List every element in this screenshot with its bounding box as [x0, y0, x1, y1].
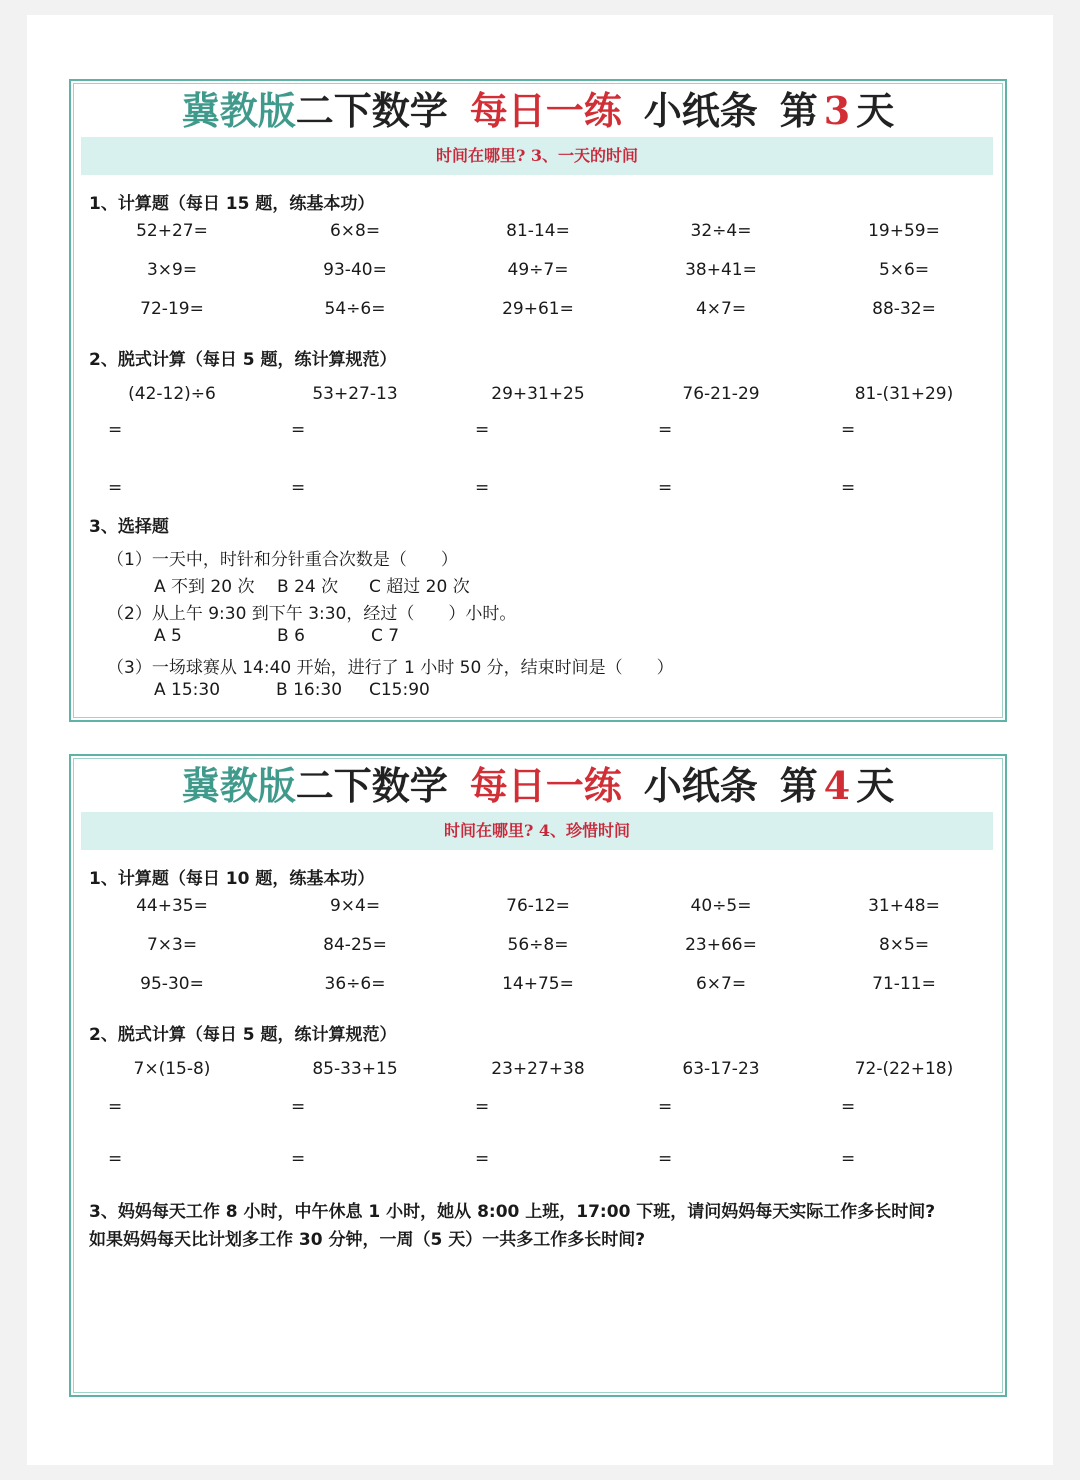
calc-item: 32÷4=: [690, 221, 752, 241]
equals-sign: =: [475, 1097, 490, 1117]
equals-sign: =: [108, 420, 123, 440]
calc-item: 81-14=: [506, 221, 570, 241]
sheet-title: [71, 762, 1005, 810]
choice-question: （3）一场球赛从 14:40 开始，进行了 1 小时 50 分，结束时间是（ ）: [107, 658, 674, 678]
title-day-prefix: 第: [779, 88, 818, 133]
title-daily: 每日一练: [469, 763, 622, 808]
sheet-title: [71, 87, 1005, 135]
section-stepwise-heading: 2、脱式计算（每日 5 题，练计算规范）: [89, 1025, 397, 1045]
worksheet-day-3: [69, 79, 1007, 722]
title-slip: 小纸条: [643, 88, 758, 133]
calc-item: 9×4=: [329, 896, 381, 916]
calc-item: 6×8=: [329, 221, 381, 241]
equals-sign: =: [658, 1097, 673, 1117]
equals-sign: =: [658, 420, 673, 440]
calc-item: 84-25=: [323, 935, 387, 955]
stepwise-expression: 29+31+25: [491, 384, 585, 404]
equals-sign: =: [108, 478, 123, 498]
calc-item: 14+75=: [502, 974, 574, 994]
calc-item: 38+41=: [685, 260, 757, 280]
worksheet-page: [27, 15, 1053, 1465]
equals-sign: =: [475, 420, 490, 440]
equals-sign: =: [291, 1097, 306, 1117]
lesson-subtitle: 时间在哪里? 3、一天的时间: [81, 137, 993, 175]
title-day-number: 3: [823, 88, 851, 133]
equals-sign: =: [108, 1097, 123, 1117]
calc-item: 8×5=: [878, 935, 930, 955]
stepwise-expression: (42-12)÷6: [128, 384, 216, 404]
equals-sign: =: [841, 1097, 856, 1117]
choice-option: C 7: [371, 626, 400, 646]
stepwise-expression: 53+27-13: [312, 384, 398, 404]
title-brand: 冀教版: [181, 88, 296, 133]
calc-item: 29+61=: [502, 299, 574, 319]
calc-item: 23+66=: [685, 935, 757, 955]
choice-option: C15:90: [369, 680, 430, 700]
section-stepwise-heading: 2、脱式计算（每日 5 题，练计算规范）: [89, 350, 397, 370]
stepwise-expression: 7×(15-8): [133, 1059, 211, 1079]
choice-question: （2）从上午 9:30 到下午 3:30，经过（ ）小时。: [107, 604, 517, 624]
title-brand: 冀教版: [181, 763, 296, 808]
equals-sign: =: [658, 478, 673, 498]
choice-option: A 不到 20 次: [154, 577, 255, 597]
word-problem-line: 3、妈妈每天工作 8 小时，中午休息 1 小时，她从 8:00 上班，17:00 下班，请问妈妈每天实际工作多长时间?: [89, 1202, 936, 1222]
equals-sign: =: [658, 1149, 673, 1169]
stepwise-expression: 81-(31+29): [854, 384, 954, 404]
title-day-number: 4: [823, 763, 851, 808]
calc-item: 56÷8=: [507, 935, 569, 955]
title-slip: 小纸条: [643, 763, 758, 808]
title-daily: 每日一练: [469, 88, 622, 133]
equals-sign: =: [291, 1149, 306, 1169]
stepwise-expression: 85-33+15: [312, 1059, 398, 1079]
equals-sign: =: [841, 478, 856, 498]
calc-item: 72-19=: [140, 299, 204, 319]
calc-item: 5×6=: [878, 260, 930, 280]
calc-item: 95-30=: [140, 974, 204, 994]
equals-sign: =: [475, 478, 490, 498]
calc-item: 4×7=: [695, 299, 747, 319]
title-day-prefix: 第: [779, 763, 818, 808]
choice-option: A 15:30: [154, 680, 221, 700]
calc-item: 49÷7=: [507, 260, 569, 280]
calc-item: 44+35=: [136, 896, 208, 916]
title-grade: 二下数学: [295, 763, 448, 808]
section-calculation-heading: 1、计算题（每日 15 题，练基本功）: [89, 194, 375, 214]
equals-sign: =: [291, 478, 306, 498]
calc-item: 3×9=: [146, 260, 198, 280]
equals-sign: =: [841, 420, 856, 440]
calc-item: 31+48=: [868, 896, 940, 916]
calc-item: 76-12=: [506, 896, 570, 916]
equals-sign: =: [475, 1149, 490, 1169]
calc-item: 6×7=: [695, 974, 747, 994]
calc-item: 36÷6=: [324, 974, 386, 994]
title-day-suffix: 天: [856, 88, 895, 133]
calc-item: 93-40=: [323, 260, 387, 280]
section-choice-heading: 3、选择题: [89, 517, 169, 537]
stepwise-expression: 72-(22+18): [854, 1059, 954, 1079]
title-grade: 二下数学: [295, 88, 448, 133]
calc-item: 40÷5=: [690, 896, 752, 916]
choice-option: A 5: [154, 626, 182, 646]
equals-sign: =: [108, 1149, 123, 1169]
choice-option: B 24 次: [277, 577, 339, 597]
calc-item: 88-32=: [872, 299, 936, 319]
stepwise-expression: 23+27+38: [491, 1059, 585, 1079]
stepwise-expression: 76-21-29: [682, 384, 760, 404]
equals-sign: =: [841, 1149, 856, 1169]
calc-item: 71-11=: [872, 974, 936, 994]
worksheet-day-4: [69, 754, 1007, 1397]
title-day-suffix: 天: [856, 763, 895, 808]
calc-item: 54÷6=: [324, 299, 386, 319]
choice-question: （1）一天中，时针和分针重合次数是（ ）: [107, 550, 458, 570]
word-problem: [89, 1198, 989, 1254]
equals-sign: =: [291, 420, 306, 440]
choice-option: C 超过 20 次: [369, 577, 470, 597]
calc-item: 7×3=: [146, 935, 198, 955]
section-calculation-heading: 1、计算题（每日 10 题，练基本功）: [89, 869, 375, 889]
word-problem-line: 如果妈妈每天比计划多工作 30 分钟，一周（5 天）一共多工作多长时间?: [89, 1230, 646, 1250]
choice-option: B 16:30: [276, 680, 343, 700]
choice-option: B 6: [277, 626, 305, 646]
calc-item: 19+59=: [868, 221, 940, 241]
lesson-subtitle: 时间在哪里? 4、珍惜时间: [81, 812, 993, 850]
calc-item: 52+27=: [136, 221, 208, 241]
stepwise-expression: 63-17-23: [682, 1059, 760, 1079]
